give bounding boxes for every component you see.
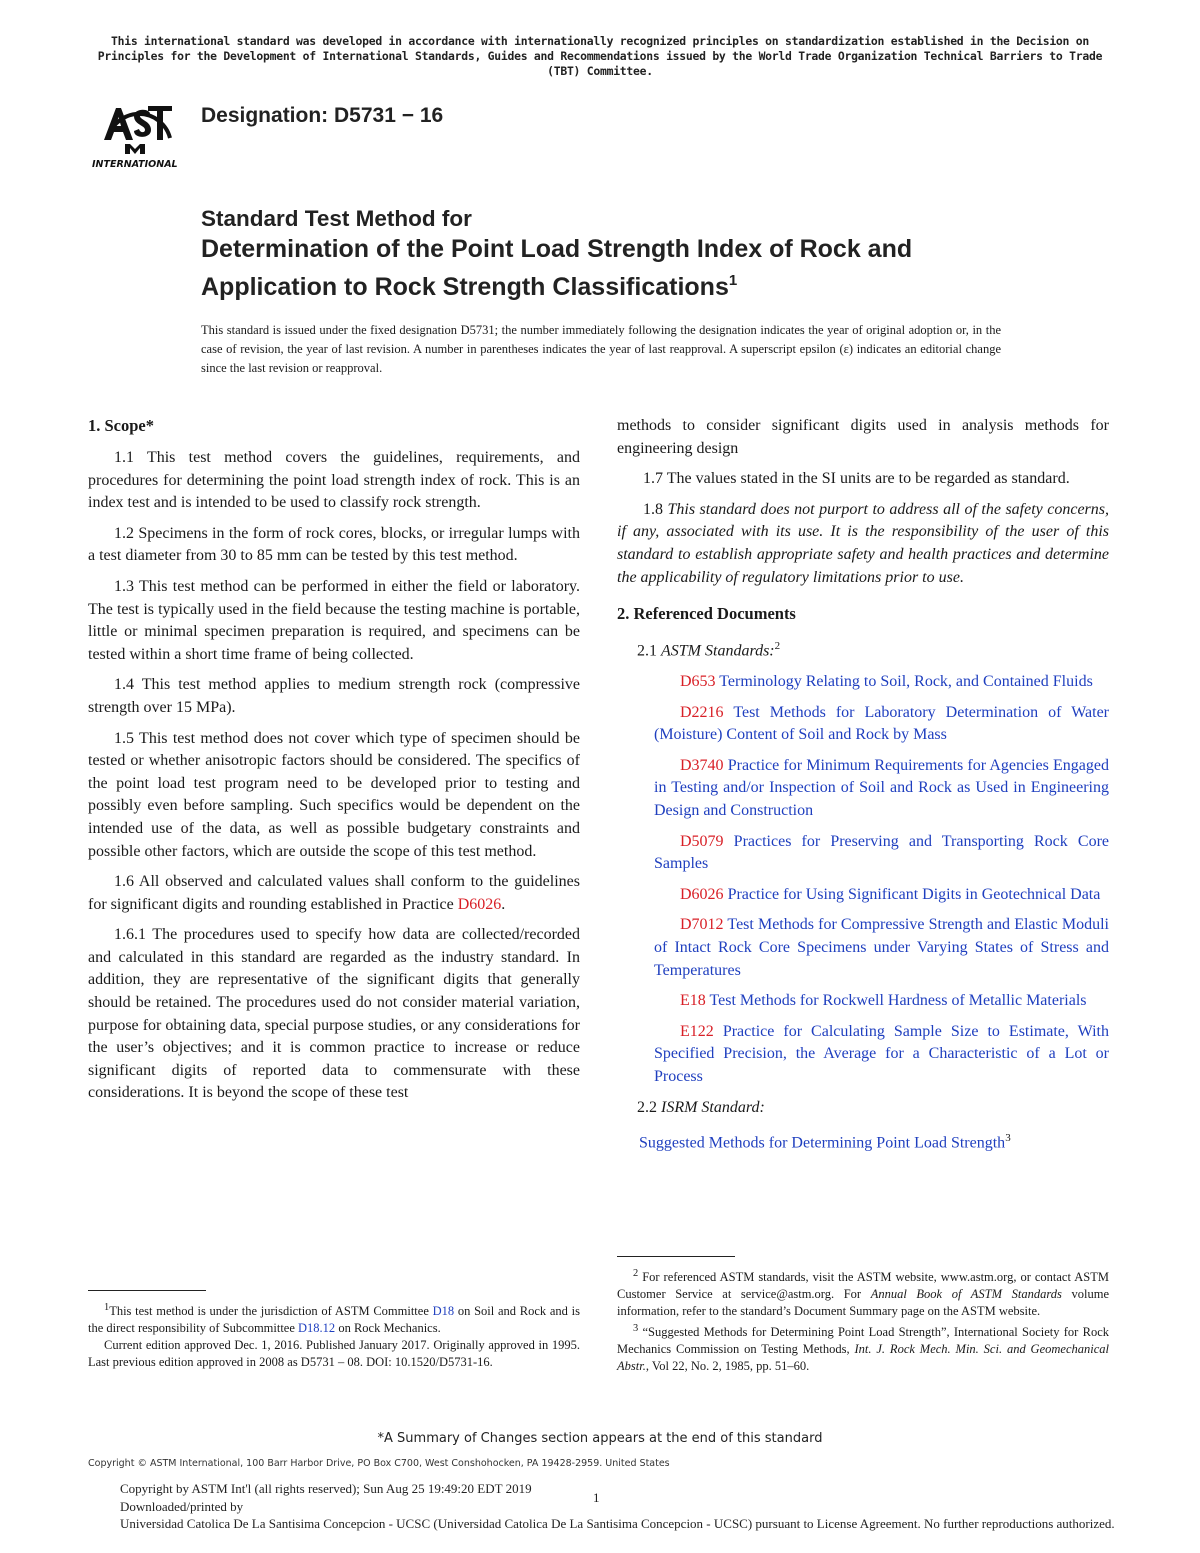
section-2-heading: 2. Referenced Documents bbox=[617, 604, 796, 624]
reference-title[interactable]: Practices for Preserving and Transporting Rock Core Samples bbox=[654, 832, 1109, 873]
designation: Designation: D5731 − 16 bbox=[201, 104, 444, 127]
download-line-2: Downloaded/printed by bbox=[120, 1498, 244, 1514]
footnote-3: $^3$ “Suggested Methods for Determining Point Load Strength”, International Society for Rock Mechanics Commission on Testing Methods, Int. J. Rock Mech. Min. Sci. and Geomechanical Abstr., Vol 22, No. 2, 1985, pp. 51–60. bbox=[617, 1323, 1110, 1374]
para-1-3: 1.3 This test method can be performed in either the field or laboratory. The test is typically used in the field because the testing machine is portable, little or minimal specimen preparation is required, and specimens can be tested within a short time frame of being collected. bbox=[88, 577, 580, 663]
reference-title[interactable]: Test Methods for Laboratory Determination of Water (Moisture) Content of Soil and Rock by Mass bbox=[654, 703, 1109, 744]
download-line-3: Universidad Catolica De La Santisima Concepcion - UCSC (Universidad Catolica De La Santisima Concepcion - UCSC) pursuant to License Agreement. No further reproductions authorized. bbox=[120, 1516, 1115, 1531]
reference-title[interactable]: Practice for Calculating Sample Size to Estimate, With Specified Precision, the Average for a Characteristic of a Lot or Process bbox=[654, 1022, 1109, 1085]
para-1-8: 1.8 This standard does not purport to address all of the safety concerns, if any, associated with its use. It is the responsibility of the user of this standard to establish appropriate safety and health practices and determine the applicability of regulatory limitations prior to use. bbox=[617, 500, 1110, 586]
reference-title[interactable]: Practice for Using Significant Digits in Geotechnical Data bbox=[723, 885, 1101, 903]
reference-item[interactable] bbox=[617, 1021, 1109, 1089]
reference-title[interactable]: Test Methods for Rockwell Hardness of Metallic Materials bbox=[705, 992, 1087, 1010]
wto-notice: This international standard was developed in accordance with internationally recognized principles on standardization established in the Decision on Principles for the Development of International Standards, Guides and Recommendations issued by the World Trade Organization Technical Barriers to Trade (TBT) Committee. bbox=[97, 34, 1103, 78]
download-line-1: Copyright by ASTM Int'l (all rights reserved); Sun Aug 25 19:49:20 EDT 2019 bbox=[120, 1481, 532, 1496]
reference-code[interactable]: D7012 bbox=[680, 916, 724, 934]
reference-code[interactable]: D653 bbox=[680, 673, 716, 691]
para-1-6-1-cont: methods to consider significant digits used in analysis methods for engineering design bbox=[617, 417, 1109, 457]
para-1-5: 1.5 This test method does not cover which type of specimen should be tested or whether anisotropic factors should be considered. The specifics of the point load test program need to be developed prior to testing and possibly even before sampling. Such specifics would be dependent on the intended use of the data, as well as possible budgetary constraints and possible other factors, which are outside the scope of this test method. bbox=[88, 729, 580, 860]
reference-title[interactable]: Terminology Relating to Soil, Rock, and Contained Fluids bbox=[715, 673, 1093, 691]
reference-code[interactable]: D6026 bbox=[680, 885, 724, 903]
para-1-6: 1.6 All observed and calculated values shall conform to the guidelines for significant digits and rounding established in Practice D6026. bbox=[88, 873, 580, 913]
reference-item[interactable] bbox=[617, 914, 1109, 982]
link-d18-12[interactable]: D18.12 bbox=[298, 1321, 336, 1336]
reference-code[interactable]: E18 bbox=[680, 992, 706, 1010]
reference-code[interactable]: D5079 bbox=[680, 832, 724, 850]
reference-item[interactable] bbox=[617, 990, 1109, 1013]
isrm-reference[interactable]: Suggested Methods for Determining Point Load Strength$^3$ bbox=[639, 1132, 1011, 1152]
footnote-rule-right bbox=[617, 1256, 735, 1257]
title-line-3: Application to Rock Strength Classifications bbox=[201, 273, 729, 301]
reference-item[interactable] bbox=[617, 671, 1109, 694]
issued-note: This standard is issued under the fixed designation D5731; the number immediately following the designation indicates the year of original adoption or, in the case of revision, the year of last revision. A number in parentheses indicates the year of last reapproval. A superscript epsilon (ε) indicates an editorial change since the last revision or reapproval. bbox=[201, 323, 1001, 375]
reference-code[interactable]: D3740 bbox=[680, 756, 724, 774]
reference-list bbox=[617, 671, 1109, 1089]
para-1-7: 1.7 The values stated in the SI units are to be regarded as standard. bbox=[643, 470, 1070, 488]
reference-item[interactable] bbox=[617, 884, 1109, 907]
para-1-6-1: 1.6.1 The procedures used to specify how data are collected/recorded and calculated in this standard are regarded as the industry standard. In addition, they are representative of the significant digits that generally should be retained. The procedures used do not consider material variation, purpose for obtaining data, special purpose studies, or any considerations for the user’s objectives; and it is common practice to increase or reduce significant digits of reported data to commensurate with these considerations. It is beyond the scope of these test bbox=[88, 926, 580, 1102]
footnotes-2-3 bbox=[617, 1256, 1109, 1375]
subsection-2-2: 2.2 ISRM Standard: bbox=[637, 1098, 765, 1116]
reference-item[interactable] bbox=[617, 831, 1109, 876]
reference-code[interactable]: D2216 bbox=[680, 703, 724, 721]
astm-logo bbox=[88, 88, 190, 170]
title-line-2: Determination of the Point Load Strength Index of Rock and bbox=[201, 235, 913, 263]
link-d18[interactable]: D18 bbox=[432, 1304, 455, 1319]
title-footnote-mark: 1 bbox=[728, 272, 738, 289]
logo-subtext: INTERNATIONAL bbox=[92, 159, 178, 170]
section-1-heading: 1. Scope* bbox=[88, 416, 154, 435]
summary-of-changes-note: *A Summary of Changes section appears at the end of this standard bbox=[377, 1431, 823, 1446]
link-d6026[interactable]: D6026 bbox=[457, 895, 502, 913]
footnote-rule-left bbox=[88, 1290, 206, 1291]
left-column bbox=[88, 415, 580, 1113]
reference-code[interactable]: E122 bbox=[680, 1022, 714, 1040]
copyright-line: Copyright © ASTM International, 100 Barr Harbor Drive, PO Box C700, West Conshohocken, PA 19428-2959. United States bbox=[88, 1458, 670, 1469]
reference-item[interactable] bbox=[617, 702, 1109, 747]
reference-title[interactable]: Test Methods for Compressive Strength and Elastic Moduli of Intact Rock Core Specimens under Varying States of Stress and Temperatures bbox=[654, 916, 1109, 979]
footnote-1: $^1$This test method is under the jurisdiction of ASTM Committee D18 on Soil and Rock and is the direct responsibility of Subcommittee D18.12 on Rock Mechanics. Current edition approved Dec. 1, 2016. Published January 2017. Originally approved in 1995. Last previous edition approved in 2008 as D5731 – 08. DOI: 10.1520/D5731-16. bbox=[88, 1290, 580, 1371]
para-1-2: 1.2 Specimens in the form of rock cores, blocks, or irregular lumps with a test diameter from 30 to 85 mm can be tested by this test method. bbox=[88, 524, 580, 565]
title-line-1: Standard Test Method for bbox=[201, 206, 472, 231]
para-1-4: 1.4 This test method applies to medium strength rock (compressive strength over 15 MPa). bbox=[88, 676, 580, 716]
footnote-2: $^2$ For referenced ASTM standards, visit the ASTM website, www.astm.org, or contact ASTM Customer Service at service@astm.org. For Annual Book of ASTM Standards volume information, refer to the standard’s Document Summary page on the ASTM website. bbox=[617, 1268, 1110, 1319]
page-number: 1 bbox=[593, 1490, 600, 1505]
subsection-2-1: 2.1 ASTM Standards:$^2$ bbox=[637, 640, 781, 660]
download-stamp bbox=[120, 1480, 1200, 1533]
reference-title[interactable]: Practice for Minimum Requirements for Agencies Engaged in Testing and/or Inspection of Soil and Rock as Used in Engineering Design and Construction bbox=[654, 756, 1109, 820]
para-1-1: 1.1 This test method covers the guidelines, requirements, and procedures for determining the point load strength index of rock. This is an index test and is intended to be used to classify rock strength. bbox=[88, 449, 580, 512]
right-column bbox=[617, 415, 1109, 1155]
document-title bbox=[201, 203, 1121, 303]
reference-item[interactable] bbox=[617, 755, 1109, 823]
